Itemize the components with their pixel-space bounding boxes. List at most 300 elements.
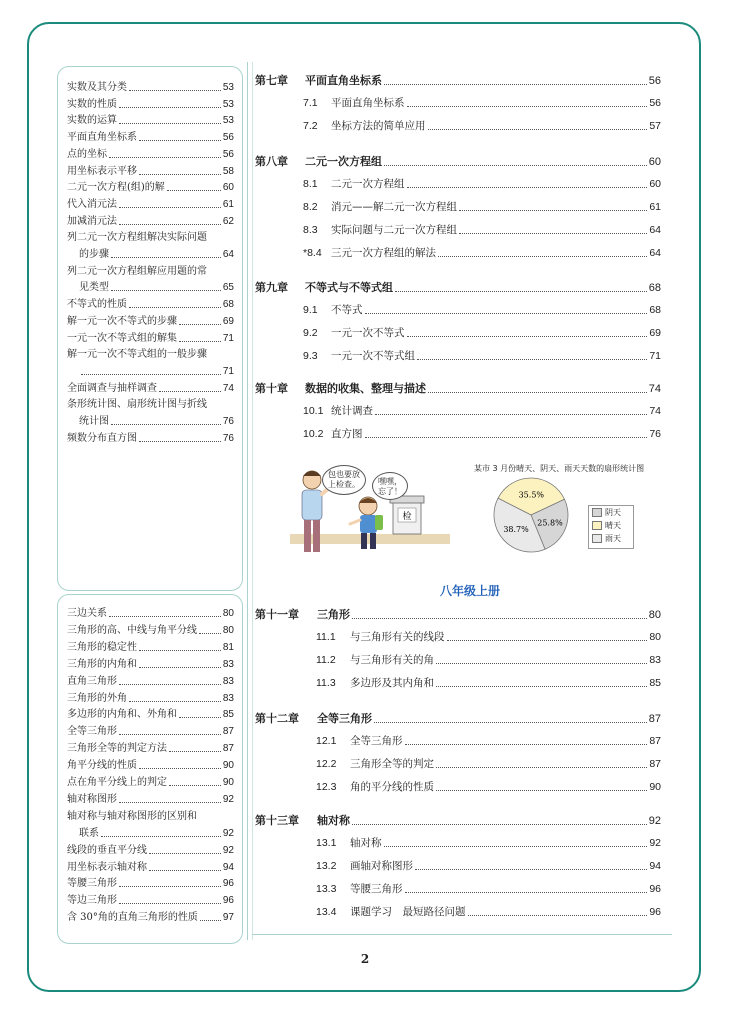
- section-page: 94: [649, 860, 661, 872]
- section-number: 12.3: [316, 781, 337, 793]
- index-entry: [67, 841, 234, 857]
- index-entry-text: 三角形的高、中线与角平分线: [67, 624, 197, 636]
- section-number: 10.2: [303, 428, 324, 440]
- index-entry-page: 71: [222, 332, 234, 344]
- index-entry-page: 71: [222, 365, 234, 377]
- section-entry[interactable]: [303, 347, 661, 363]
- dot-leader: [428, 392, 647, 393]
- index-entry-page: 80: [222, 608, 234, 619]
- dot-leader: [438, 256, 647, 257]
- dot-leader: [159, 391, 221, 392]
- dot-leader: [407, 336, 648, 337]
- security-booth: [390, 496, 424, 534]
- booth-label: 检: [402, 512, 412, 522]
- chapter-title: 平面直角坐标系: [305, 74, 382, 87]
- dot-leader: [109, 157, 221, 158]
- index-entry-page: 53: [222, 98, 234, 110]
- index-entry: [67, 178, 234, 194]
- pie-label: 35.5%: [518, 490, 545, 500]
- dot-leader: [405, 744, 648, 745]
- chapter-title: 二元一次方程组: [305, 155, 382, 168]
- index-entry: [67, 773, 234, 789]
- index-entry: [67, 672, 234, 688]
- index-entry: [67, 78, 234, 94]
- chapter-title: 轴对称: [317, 814, 350, 827]
- chapter-page: 74: [648, 383, 661, 395]
- dot-leader: [352, 824, 647, 825]
- index-entry-text: 角平分线的性质: [67, 760, 137, 772]
- index-entry-page: 65: [222, 282, 234, 294]
- index-entry: [67, 790, 234, 806]
- section-entry[interactable]: [303, 244, 661, 260]
- section-page: 96: [649, 883, 661, 895]
- section-entry[interactable]: [316, 834, 661, 850]
- index-entry: [67, 756, 234, 772]
- section-number: 13.4: [316, 906, 337, 918]
- chapter-heading[interactable]: [255, 378, 661, 396]
- index-entry-text: 用坐标表示轴对称: [67, 861, 147, 873]
- dot-leader: [139, 140, 221, 141]
- section-number: 7.2: [303, 120, 318, 132]
- dot-leader: [119, 107, 221, 108]
- section-title: 三元一次方程组的解法: [331, 247, 436, 259]
- index-entry-text: 列二元一次方程组解应用题的常: [67, 265, 207, 277]
- section-entry[interactable]: [303, 324, 661, 340]
- dot-leader: [352, 618, 647, 619]
- index-entry-page: 74: [222, 382, 234, 394]
- section-page: 74: [649, 405, 661, 417]
- dot-leader: [428, 129, 648, 130]
- grade-title: 八年级上册: [439, 584, 500, 598]
- dot-leader: [111, 424, 221, 425]
- legend-item-cloudy: [589, 506, 633, 519]
- section-title: 课题学习 最短路径问题: [350, 906, 466, 918]
- section-number: 11.2: [316, 654, 336, 666]
- section-entry[interactable]: [316, 732, 661, 748]
- index-entry: [67, 212, 234, 228]
- section-number: 11.3: [316, 677, 336, 689]
- index-entry: [79, 824, 234, 840]
- index-entry-text: 加减消元法: [67, 215, 117, 227]
- section-page: 60: [649, 178, 661, 190]
- dot-leader: [129, 90, 221, 91]
- index-entry-page: 76: [222, 432, 234, 444]
- section-number: 10.1: [303, 405, 324, 417]
- index-entry: [67, 228, 234, 244]
- section-page: 64: [649, 224, 661, 236]
- index-entry-text: 一元一次不等式组的解集: [67, 332, 177, 344]
- dot-leader: [169, 785, 221, 786]
- index-entry-page: 68: [222, 299, 234, 311]
- chapter-number: 第十章: [255, 382, 288, 395]
- section-page: 56: [649, 97, 661, 109]
- legend-label: 雨天: [605, 534, 621, 543]
- dot-leader: [436, 663, 647, 664]
- chapter-title: 数据的收集、整理与描述: [305, 382, 426, 395]
- dot-leader: [179, 341, 221, 342]
- section-page: 90: [649, 781, 661, 793]
- section-number: 9.3: [303, 350, 318, 362]
- section-entry[interactable]: [316, 903, 661, 919]
- section-page: 61: [649, 201, 661, 213]
- chapter-page: 68: [648, 282, 661, 294]
- index-entry-text: 列二元一次方程组解决实际问题: [67, 232, 207, 244]
- index-entry-text: 轴对称图形: [67, 793, 117, 805]
- section-page: 85: [649, 677, 661, 689]
- index-entry-text: 平面直角坐标系: [67, 132, 137, 144]
- index-entry-text: 解一元一次不等式的步骤: [67, 315, 177, 327]
- chapter-heading[interactable]: [255, 604, 661, 622]
- pie-label: 25.8%: [537, 518, 563, 528]
- dot-leader: [199, 633, 221, 634]
- section-page: 96: [649, 906, 661, 918]
- index-entry-text: 解一元一次不等式组的一般步骤: [67, 349, 207, 361]
- dot-leader: [415, 869, 647, 870]
- index-entry-page: 90: [222, 760, 234, 772]
- index-entry-page: 64: [222, 249, 234, 260]
- chapter-number: 第七章: [255, 74, 288, 87]
- dot-leader: [119, 224, 221, 225]
- index-entry-text: 条形统计图、扇形统计图与折线: [67, 399, 207, 411]
- dot-leader: [405, 892, 648, 893]
- section-entry[interactable]: [316, 755, 661, 771]
- section-title: 实际问题与二元一次方程组: [331, 224, 457, 236]
- section-page: 64: [649, 247, 661, 259]
- dot-leader: [129, 701, 221, 702]
- index-entry-text: 代入消元法: [67, 198, 117, 210]
- dot-leader: [149, 870, 221, 871]
- index-entry: [67, 807, 234, 823]
- index-entry: [67, 312, 234, 328]
- dot-leader: [459, 210, 647, 211]
- section-page: 83: [649, 654, 661, 666]
- section-title: 统计调查: [331, 405, 373, 417]
- dot-leader: [365, 313, 648, 314]
- index-entry-page: 62: [222, 215, 234, 227]
- dot-leader: [179, 717, 221, 718]
- section-title: 多边形及其内角和: [350, 677, 434, 689]
- dot-leader: [81, 374, 221, 375]
- legend-label: 晴天: [605, 521, 621, 530]
- legend-item-rainy: [589, 532, 633, 545]
- section-title: 角的平分线的性质: [350, 781, 434, 793]
- chapter-page: 92: [648, 815, 661, 827]
- column-divider-inner: [252, 62, 253, 940]
- section-title: 与三角形有关的角: [350, 654, 434, 666]
- section-number: 12.1: [316, 735, 337, 747]
- index-entry-page: 53: [222, 82, 234, 93]
- dot-leader: [375, 414, 647, 415]
- chapter-title: 三角形: [317, 608, 350, 621]
- section-entry[interactable]: [303, 301, 661, 317]
- chapter-number: 第十三章: [255, 814, 299, 827]
- section-title: 与三角形有关的线段: [350, 631, 445, 643]
- chapter-page: 56: [648, 75, 661, 87]
- dot-leader: [129, 307, 221, 308]
- index-entry-page: 94: [222, 861, 234, 873]
- section-page: 69: [649, 327, 661, 339]
- section-page: 71: [649, 350, 661, 362]
- index-entry: [67, 295, 234, 311]
- section-entry[interactable]: [303, 117, 661, 133]
- dot-leader: [436, 686, 647, 687]
- dot-leader: [374, 722, 647, 723]
- dot-leader: [447, 640, 648, 641]
- index-entry: [67, 621, 234, 637]
- chapter-number: 第八章: [255, 155, 288, 168]
- dot-leader: [417, 359, 647, 360]
- dot-leader: [384, 165, 647, 166]
- chapter-heading[interactable]: [255, 708, 661, 726]
- index-entry-text: 直角三角形: [67, 675, 117, 687]
- section-title: 轴对称: [350, 837, 382, 849]
- section-page: 87: [649, 735, 661, 747]
- section-page: 68: [649, 304, 661, 316]
- index-entry-page: 80: [222, 624, 234, 636]
- section-page: 57: [649, 120, 661, 132]
- index-entry-text: 点在角平分线上的判定: [67, 777, 167, 788]
- section-entry[interactable]: [316, 628, 661, 644]
- section-entry[interactable]: [316, 857, 661, 873]
- index-entry-text: 联系: [79, 827, 99, 839]
- legend-label: 阴天: [605, 508, 621, 517]
- index-entry: [67, 858, 234, 874]
- section-entry[interactable]: [303, 221, 661, 237]
- dot-leader: [139, 667, 221, 668]
- dot-leader: [407, 187, 648, 188]
- dot-leader: [119, 684, 221, 685]
- index-entry-page: 83: [222, 658, 234, 670]
- section-entry[interactable]: [316, 880, 661, 896]
- dot-leader: [167, 190, 221, 191]
- index-entry: [67, 874, 234, 890]
- pie-legend: [588, 505, 634, 549]
- toc-bottom-border: [252, 934, 672, 935]
- chapter-heading[interactable]: [255, 277, 661, 295]
- index-entry-page: 81: [222, 641, 234, 653]
- dot-leader: [109, 616, 221, 617]
- section-title: 一元一次不等式组: [331, 350, 415, 362]
- section-title: 二元一次方程组: [331, 178, 405, 190]
- index-entry-page: 97: [222, 912, 234, 924]
- section-entry[interactable]: [303, 402, 661, 418]
- dot-leader: [139, 768, 221, 769]
- index-entry-text: 点的坐标: [67, 148, 107, 160]
- section-title: 全等三角形: [350, 735, 403, 747]
- index-entry-text: 三边关系: [67, 608, 107, 619]
- pie-chart: [486, 476, 576, 554]
- section-number: 8.1: [303, 178, 318, 190]
- index-entry: [67, 705, 234, 721]
- index-entry-text: 统计图: [79, 416, 109, 427]
- teacher-speech-bubble: [322, 465, 366, 495]
- index-entry: [67, 329, 234, 345]
- index-entry-text: 三角形的内角和: [67, 658, 137, 670]
- section-title: 不等式: [331, 304, 363, 316]
- section-number: 13.2: [316, 860, 337, 872]
- index-entry: [67, 689, 234, 705]
- student-speech-text: 嘿嘿，忘了！: [378, 477, 402, 496]
- section-title: 消元——解二元一次方程组: [331, 201, 457, 213]
- index-entry-text: 的步骤: [79, 249, 109, 260]
- index-entry-page: 56: [222, 148, 234, 160]
- dot-leader: [365, 437, 648, 438]
- section-entry[interactable]: [316, 778, 661, 794]
- index-entry-text: 见类型: [79, 282, 109, 294]
- index-entry: [79, 278, 234, 294]
- section-entry[interactable]: [316, 651, 661, 667]
- dot-leader: [169, 751, 221, 752]
- section-number: 12.2: [316, 758, 337, 770]
- section-title: 等腰三角形: [350, 883, 403, 895]
- index-entry-page: 90: [222, 777, 234, 788]
- index-entry: [67, 638, 234, 654]
- teacher-speech-text: 包也要放上检查。: [328, 470, 360, 489]
- section-title: 直方图: [331, 428, 363, 440]
- section-title: 坐标方法的简单应用: [331, 120, 426, 132]
- section-entry[interactable]: [303, 425, 661, 441]
- index-entry-page: 92: [222, 827, 234, 839]
- dot-leader: [139, 441, 221, 442]
- index-entry-page: 92: [222, 844, 234, 856]
- section-entry[interactable]: [303, 94, 661, 110]
- section-page: 80: [649, 631, 661, 643]
- section-entry[interactable]: [303, 175, 661, 191]
- legend-swatch-cloudy: [592, 508, 602, 517]
- index-entry: [67, 739, 234, 755]
- index-entry-page: 61: [222, 198, 234, 210]
- dot-leader: [459, 233, 647, 234]
- index-entry-page: 69: [222, 315, 234, 327]
- chapter-heading[interactable]: [255, 70, 661, 88]
- section-page: 76: [649, 428, 661, 440]
- index-entry-text: 三角形的稳定性: [67, 641, 137, 653]
- column-divider: [247, 62, 248, 940]
- index-entry: [67, 145, 234, 161]
- chapter-heading[interactable]: [255, 151, 661, 169]
- index-entry-page: 87: [222, 743, 234, 755]
- index-entry-text: 频数分布直方图: [67, 432, 137, 444]
- index-entry-text: 等边三角形: [67, 895, 117, 907]
- dot-leader: [119, 886, 221, 887]
- chapter-number: 第十二章: [255, 712, 299, 725]
- legend-swatch-rainy: [592, 534, 602, 543]
- index-entry: [67, 655, 234, 671]
- index-entry-page: 56: [222, 132, 234, 144]
- dot-leader: [395, 291, 647, 292]
- index-entry-text: 实数的性质: [67, 98, 117, 110]
- index-entry: [67, 604, 234, 620]
- index-entry-page: 83: [222, 692, 234, 704]
- section-number: 13.3: [316, 883, 337, 895]
- dot-leader: [119, 903, 221, 904]
- index-entry: [67, 908, 234, 924]
- section-number: 8.3: [303, 224, 318, 236]
- dot-leader: [384, 846, 648, 847]
- section-number: 9.1: [303, 304, 318, 316]
- chapter-number: 第十一章: [255, 608, 299, 621]
- index-entry: [67, 379, 234, 395]
- index-entry-text: 二元一次方程(组)的解: [67, 182, 165, 194]
- index-entry-text: 轴对称与轴对称图形的区别和: [67, 810, 197, 822]
- index-entry-page: 85: [222, 709, 234, 721]
- index-entry: [67, 95, 234, 111]
- chapter-title: 不等式与不等式组: [305, 281, 393, 294]
- index-entry-text: 多边形的内角和、外角和: [67, 709, 177, 721]
- index-entry-page: 58: [222, 165, 234, 177]
- index-entry: [79, 412, 234, 428]
- legend-item-sunny: [589, 519, 633, 532]
- dot-leader: [119, 207, 221, 208]
- chapter-heading[interactable]: [255, 810, 661, 828]
- index-entry-text: 用坐标表示平移: [67, 165, 137, 177]
- index-entry-text: 实数的运算: [67, 115, 117, 127]
- index-entry: [67, 429, 234, 445]
- section-number: *8.4: [303, 247, 322, 259]
- index-entry-page: 96: [222, 878, 234, 890]
- section-number: 9.2: [303, 327, 318, 339]
- index-entry: [79, 245, 234, 261]
- index-entry-page: 92: [222, 793, 234, 805]
- index-entry-page: 87: [222, 726, 234, 738]
- index-entry-page: 76: [222, 416, 234, 427]
- classroom-illustration: [290, 462, 450, 562]
- index-entry-text: 实数及其分类: [67, 82, 127, 93]
- index-entry: [67, 128, 234, 144]
- dot-leader: [200, 920, 221, 921]
- section-title: 平面直角坐标系: [331, 97, 405, 109]
- dot-leader: [119, 123, 221, 124]
- dot-leader: [139, 650, 221, 651]
- section-entry[interactable]: [303, 198, 661, 214]
- index-entry-text: 三角形的外角: [67, 692, 127, 704]
- chapter-page: 87: [648, 713, 661, 725]
- page-number: 2: [360, 952, 370, 966]
- index-entry: [67, 395, 234, 411]
- dot-leader: [468, 915, 648, 916]
- index-entry-page: 96: [222, 895, 234, 907]
- pie-chart-title: 某市 3 月份晴天、阴天、雨天天数的扇形统计图: [474, 464, 645, 473]
- index-entry-text: 三角形全等的判定方法: [67, 743, 167, 755]
- index-entry: [67, 195, 234, 211]
- legend-swatch-sunny: [592, 521, 602, 530]
- dot-leader: [149, 853, 221, 854]
- dot-leader: [436, 790, 647, 791]
- section-title: 画轴对称图形: [350, 860, 413, 872]
- section-entry[interactable]: [316, 674, 661, 690]
- section-number: 7.1: [303, 97, 318, 109]
- index-entry-page: 53: [222, 115, 234, 127]
- index-entry-text: 不等式的性质: [67, 299, 127, 311]
- index-entry-text: 全等三角形: [67, 726, 117, 738]
- index-entry: [67, 891, 234, 907]
- dot-leader: [119, 734, 221, 735]
- index-entry: [67, 722, 234, 738]
- index-entry: [79, 362, 234, 378]
- dot-leader: [436, 767, 647, 768]
- chapter-page: 60: [648, 156, 661, 168]
- index-entry: [67, 345, 234, 361]
- section-number: 11.1: [316, 631, 336, 643]
- index-entry-text: 等腰三角形: [67, 878, 117, 890]
- dot-leader: [407, 106, 648, 107]
- section-page: 92: [649, 837, 661, 849]
- index-entry-text: 全面调查与抽样调查: [67, 382, 157, 394]
- dot-leader: [384, 84, 647, 85]
- section-page: 87: [649, 758, 661, 770]
- index-entry-text: 含 30°角的直角三角形的性质: [67, 912, 198, 924]
- dot-leader: [139, 174, 221, 175]
